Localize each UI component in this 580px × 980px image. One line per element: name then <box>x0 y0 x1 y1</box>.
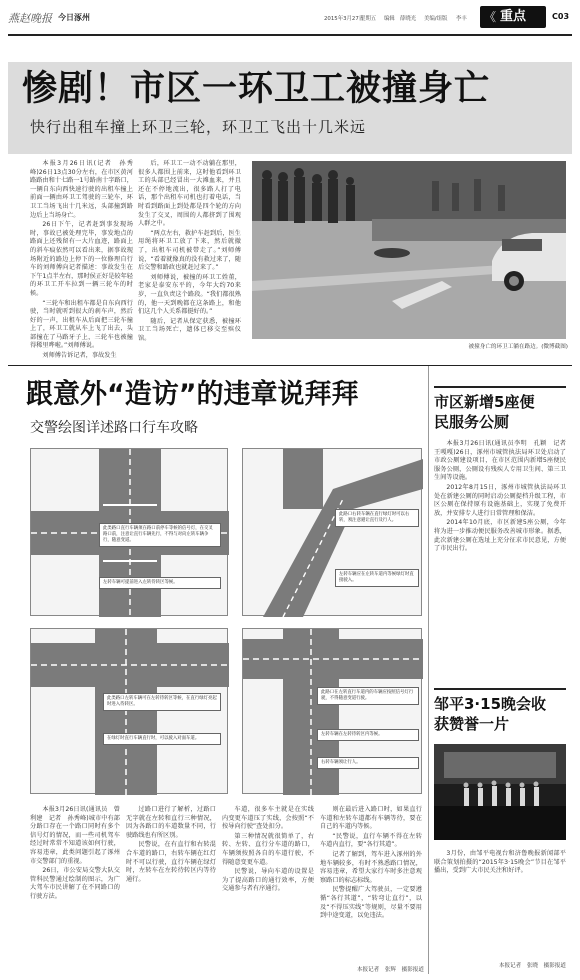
story2-paragraph: 记者了解到，驾车进入涿州的外地车辆较多，有时不熟悉路口情况，容易违章，希望大家行车时多注意观察路口的标志标线。 <box>320 850 422 884</box>
diagram-note: 此类路口直行车辆须在路口前停车等候的信号灯，在交叉路口前，注意让直行车辆先行，不得与对向左转车辆争行，随意变道。 <box>99 523 221 547</box>
intersection-drawing <box>243 629 423 795</box>
diagram-note: 此路口在左转直行车道内的车辆应按照信号灯行驶，不得随意变道行驶。 <box>317 687 419 705</box>
story2-paragraph: 车道，很多车主就是在实线内变更车道压了实线，会按照“不按导向行驶”查处扣分。 <box>222 806 314 831</box>
story2-headline: 跟意外“造访”的违章说拜拜 <box>26 379 359 410</box>
story1-paragraph: “三轮车和出租车都是自东向西行驶，当时就听到很大的刹车声，然后好的一声，出租车从后面把三轮车撞上了，环卫工就从车上飞了出去，头部撞在了马路牙子上，三轮车也被撞得稀里哗啦。”刘师傅说。 <box>30 299 133 350</box>
designer-name: 李丰 <box>456 16 467 22</box>
story2-paragraph: 民警说，在有直行和右转混合车道的路口，右转车辆在红灯时不可以行驶，直行车辆在绿灯时，左转车在左转待转区内等待通行。 <box>126 841 216 883</box>
story2-subhead: 交警绘图详述路口行车攻略 <box>30 420 198 436</box>
story2-paragraph: 民警提醒广大驾驶员，一定要遵循“各行其道”，“转弯让直行”，以及“不得压实线”等规则，尽量不要用到中途变道，以免违法。 <box>320 886 422 920</box>
sidebar1-paragraph: 本报3月26日讯(通讯员李明 孔颖 记者 王嘎嘎)26日，涿州市城管执法局环卫处启动了市政公厕建设项目，在市区范围内新增5座便民服务公厕，公厕设有残疾人专用卫生间、第三卫生间等设施。 <box>434 440 573 482</box>
issue-date: 2015年3月27日 <box>324 16 365 22</box>
story1-paragraph: 本报3月26日讯(记者 孙秀峰)26日13点30分左右，在市区黄河路路由和十七路一1号路南十字路口，一辆自东向西快速行驶的出租车撞上前面一辆由环卫工驾驶的三轮车，环卫工当场飞出十几米远，头部撞到路边后上当场身亡。 <box>30 160 133 219</box>
story2-paragraph: 本报3月26日讯(通讯员 曾利建 记者 孙秀峰)城市中有部分路口存在一个路口同时有多个信号灯的情况，而一些司机驾车经过时常常不知道该如何行驶，容易违章，此类问题引起了涿州市交警部门的重视。 <box>30 806 120 865</box>
story2-col3 <box>222 806 314 974</box>
accident-photo <box>252 161 566 339</box>
intersection-drawing <box>31 629 229 795</box>
story2-paragraph: 民警说，导向车道的设置是为了提高路口的通行效率，方便交通参与者有序通行。 <box>222 868 314 893</box>
diagram-note: 左转车辆在左转待转区内等候。 <box>317 729 419 741</box>
diagram-note: 左转车辆应在左转车道内等候绿灯时直接驶入。 <box>335 569 419 587</box>
masthead-rule <box>8 34 572 36</box>
sidebar1-title-box <box>434 386 566 434</box>
story1-paragraph: 随后，记者从保定获悉，被撞环卫工当场死亡，遗体已移交至殡仪馆。 <box>138 317 241 342</box>
intersection-diagram <box>30 628 228 794</box>
sidebar2-body: 3月份，由邹平电视台和济鲁晚报新闻部平联合策划拍摄的“2015年3·15晚会”节目在邹平播出，受到广大市民关注和好评。 <box>434 850 566 875</box>
masthead-edition: 今日涿州 <box>58 13 90 22</box>
story1-paragraph: 刘师傅说，被撞的环卫工姓董，老家是泰安东平的，今年大约70来岁，一直负责这个路段。“我们都很熟的，他一天到晚都在这条路上，和他们这几个人关系都挺好的。” <box>138 273 241 316</box>
sidebar-divider <box>428 366 429 974</box>
story2-col1 <box>30 806 120 974</box>
sidebar2-title: 邹平3·15晚会收获赞誉一片 <box>434 695 547 733</box>
story2-paragraph: “民警说，直行车辆不得在左转车道内直行，要“各行其道”。 <box>320 832 422 849</box>
story2-paragraph: 第三种情况就很简单了，右转、左转、直行分车道的路口，车辆须按照各自的车道行驶，不得随意变更车道。 <box>222 832 314 866</box>
designer-label: 美编/组版 <box>424 16 448 22</box>
editor-name: 薛晓光 <box>400 16 417 22</box>
diagram-note: 此类路口左转车辆可在左转待转区等候，在直行绿灯亮起时进入待转区。 <box>103 693 221 711</box>
section-arrow-icon: 《 <box>484 10 497 24</box>
page-number: C03 <box>552 12 570 21</box>
intersection-diagram <box>242 628 422 794</box>
masthead-logo: 燕赵晚报 <box>8 12 52 25</box>
story1-subhead: 快行出租车撞上环卫三轮，环卫工飞出十几米远 <box>30 118 367 136</box>
story1-headline: 惨剧！市区一环卫工被撞身亡 <box>22 69 491 109</box>
editor-label: 编辑 <box>384 16 395 22</box>
story2-paragraph: 则在最后进入路口时，如果直行车道和左转车道都有车辆等待，要在自己的车道内等候。 <box>320 806 422 831</box>
concert-photo <box>434 744 566 840</box>
diagram-note: 在绿灯时直行车辆直行时，可以驶入对面车道。 <box>103 733 221 745</box>
sidebar2-byline: 本报记者 张晓 摄影报道 <box>498 963 566 969</box>
photo-caption: 被撞身亡的环卫工躺在路边。(微博截图) <box>468 344 568 350</box>
story2-col2 <box>126 806 216 974</box>
intersection-drawing <box>243 449 423 617</box>
story1-paragraph: 26日下午，记者赶到事发现场时，事故已被处理完毕，事发地点的路面上还残留有一大片血迹，路面上的斜车痕依然可以看出来，据事故现场附近的路边上停下的一位修理自行车的刘师傅向记者描述：事故发生在下午1点半左右，那时侯正好是较年轻的环卫工开车拉到一辆三轮车的时候。 <box>30 221 133 297</box>
sidebar2-title-box <box>434 688 566 736</box>
story2-paragraph: 26日，市公安局交警大队交管科民警通过绘制的图示，为广大驾车市民讲解了在不同路口的行驶方法。 <box>30 867 120 900</box>
story-divider <box>8 365 572 366</box>
masthead <box>8 4 572 34</box>
issue-weekday: 星期五 <box>360 16 377 22</box>
story2-byline: 本报记者 张辉 摄影报道 <box>356 967 424 973</box>
sidebar1-title: 市区新增5座便民服务公厕 <box>434 393 535 431</box>
section-tab <box>480 6 546 28</box>
sidebar1-body <box>434 440 573 650</box>
story1-paragraph: “两点左右，救护车赶到后，医生用绳将环卫工放了下来，然后就撤了，出租车司机被带走了。”刘师傅说，“看着就像真的没有救过来了，随后交警和路政也就赶过来了。” <box>138 229 241 272</box>
story1-paragraph: 后，环卫工一动不动躺在那里，很多人都围上前来，这时他看到环卫工的头部已经冒出一大滩血来，并且还在不停地流出，很多路人打了电话，那个出租车司机也打着电话，当时看到路面上到处都是四个轮的方向发生了交叉，周围的人都挤到了围观人群之中。 <box>138 160 241 228</box>
intersection-diagram <box>30 448 228 616</box>
story2-paragraph: 过路口进行了解析，过路口无字就在左转和直行三种情况，因为各路口的车道数量不同，行驶路线也有所区别。 <box>126 806 216 839</box>
section-name: 重点 <box>500 9 527 24</box>
story2-col4 <box>320 806 422 964</box>
diagram-note: 左转车辆可提前进入左转待转区等候。 <box>99 577 221 589</box>
intersection-diagram <box>242 448 422 616</box>
sidebar1-paragraph: 2012年8月15日，涿州市城管执法局环卫处在新建公厕的同时启动公厕提档升级工程，市区公厕在保持原有设施基础上，实现了免费开放，并安排专人进行日常管理和保洁。 <box>434 483 566 517</box>
diagram-note: 右转车辆须让行人。 <box>317 757 419 769</box>
story1-col2 <box>138 160 241 355</box>
story1-paragraph: 刘师傅告诉记者，事故发生 <box>42 352 117 360</box>
sidebar1-paragraph: 2014年10月底，市区新建5座公厕，今年将为进一步推动便民服务改善城市形象。据悉，此次新建公厕在选址上充分征求市民意见，方便了市民出行。 <box>434 519 566 553</box>
diagram-note: 此路口右转车辆在直行绿灯时可以右转，须注意避让直行及行人。 <box>335 509 419 527</box>
story1-col1 <box>30 160 133 360</box>
